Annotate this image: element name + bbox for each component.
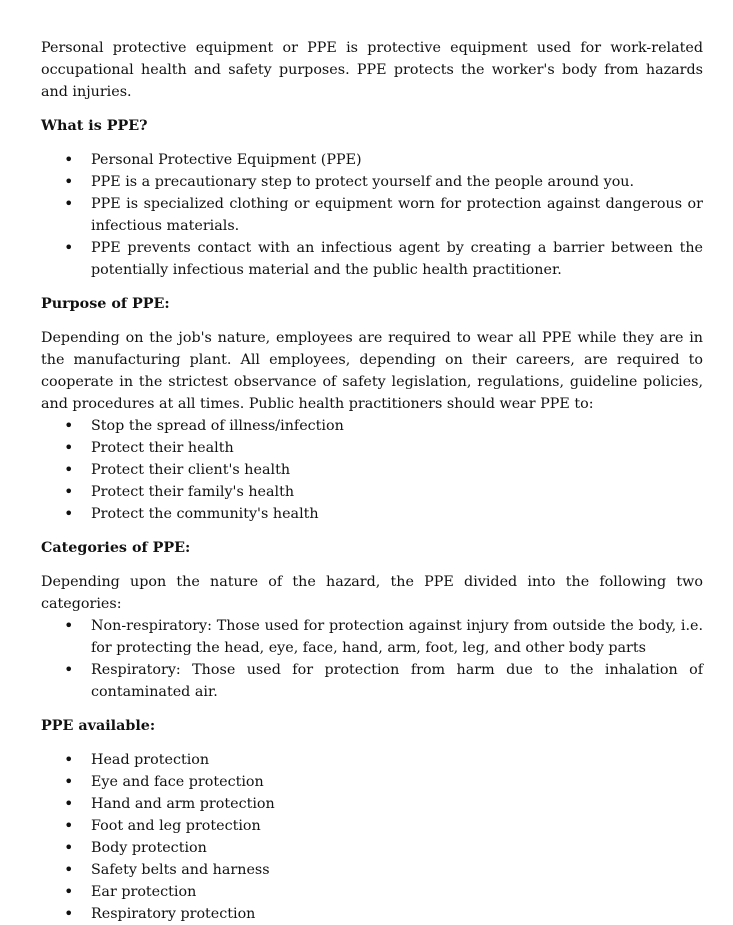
- heading-purpose-of-ppe: Purpose of PPE:: [41, 296, 170, 312]
- categories-paragraph: Depending upon the nature of the hazard, the PPE divided into the following two categories:: [41, 574, 703, 612]
- purpose-list: [41, 415, 703, 525]
- list-item: • Eye and face protection: [41, 771, 703, 793]
- heading-categories-of-ppe: Categories of PPE:: [41, 540, 191, 556]
- list-item: • Stop the spread of illness/infection: [41, 415, 703, 437]
- list-item: • Hand and arm protection: [41, 793, 703, 815]
- categories-list: [41, 615, 703, 703]
- list-item: • Non-respiratory: Those used for protection against injury from outside the body, i.e. for protecting the head, eye, face, hand, arm, foot, leg, and other body parts: [41, 615, 703, 659]
- list-item: • Protect their family's health: [41, 481, 703, 503]
- ppe-available-list: [41, 749, 703, 925]
- what-is-ppe-list: [41, 149, 703, 281]
- list-item: • Personal Protective Equipment (PPE): [41, 149, 703, 171]
- heading-ppe-available: PPE available:: [41, 718, 156, 734]
- list-item: • Foot and leg protection: [41, 815, 703, 837]
- heading-what-is-ppe: What is PPE?: [41, 118, 148, 134]
- list-item: • Protect their health: [41, 437, 703, 459]
- list-item: • Safety belts and harness: [41, 859, 703, 881]
- list-item: • PPE is a precautionary step to protect yourself and the people around you.: [41, 171, 703, 193]
- list-item: • Head protection: [41, 749, 703, 771]
- list-item: • Respiratory protection: [41, 903, 703, 925]
- purpose-paragraph: Depending on the job's nature, employees are required to wear all PPE while they are in the manufacturing plant. All employees, depending on their careers, are required to cooperate in the strictest observance of safety legislation, regulations, guideline policies, and procedures at all times. Public health practitioners should wear PPE to:: [41, 330, 703, 412]
- list-item: • PPE is specialized clothing or equipment worn for protection against dangerous or infectious materials.: [41, 193, 703, 237]
- list-item: • Protect their client's health: [41, 459, 703, 481]
- list-item: • Body protection: [41, 837, 703, 859]
- list-item: • Protect the community's health: [41, 503, 703, 525]
- list-item: • Ear protection: [41, 881, 703, 903]
- list-item: • PPE prevents contact with an infectious agent by creating a barrier between the potentially infectious material and the public health practitioner.: [41, 237, 703, 281]
- intro-paragraph: Personal protective equipment or PPE is protective equipment used for work-related occupational health and safety purposes. PPE protects the worker's body from hazards and injuries.: [41, 40, 703, 100]
- list-item: • Respiratory: Those used for protection from harm due to the inhalation of contaminated air.: [41, 659, 703, 703]
